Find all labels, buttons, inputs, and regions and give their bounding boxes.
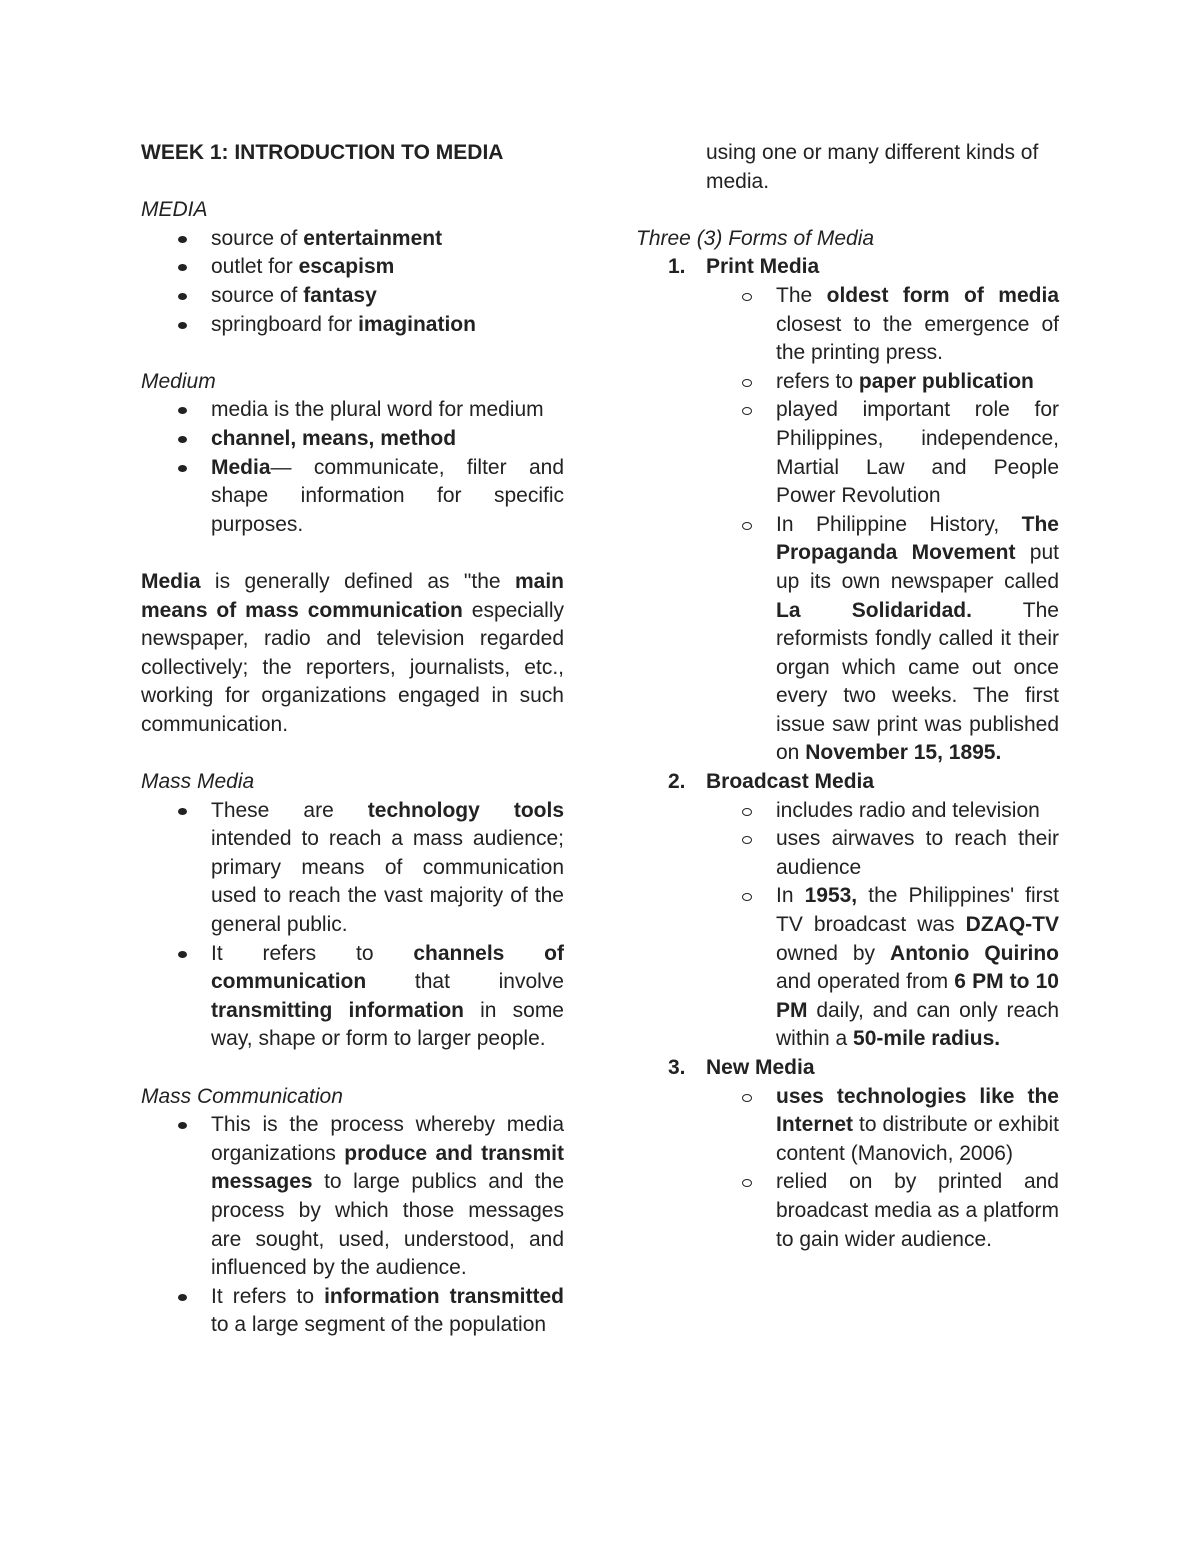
broadcast-media-title: Broadcast Media <box>706 770 875 794</box>
list-item: It refers to information transmitted to a large segment of the population <box>141 1283 564 1340</box>
list-number: 3. <box>668 1056 686 1079</box>
list-item: relied on by printed and broadcast media as a platform to gain wider audience. <box>636 1168 1059 1254</box>
list-item: uses technologies like the Internet to distribute or exhibit content (Manovich, 2006) <box>636 1083 1059 1169</box>
list-item: The oldest form of media closest to the emergence of the printing press. <box>636 282 1059 368</box>
list-number: 1. <box>668 255 686 279</box>
list-item: refers to paper publication <box>636 368 1059 397</box>
page-title: WEEK 1: INTRODUCTION TO MEDIA <box>141 141 504 164</box>
print-media-sublist <box>636 282 1059 768</box>
print-media-title: Print Media <box>706 255 820 279</box>
list-item: uses airwaves to reach their audience <box>636 825 1059 882</box>
media-definition: Media is generally defined as "the main means of mass communication especially newspaper, radio and television regarded collectively; the reporters, journalists, etc., working for organizations engaged in such communication. <box>141 569 564 736</box>
media-heading: MEDIA <box>141 198 208 222</box>
left-column <box>141 139 564 1340</box>
list-item: includes radio and television <box>636 797 1059 826</box>
list-item: channel, means, method <box>141 425 564 454</box>
forms-heading: Three (3) Forms of Media <box>636 226 875 250</box>
list-item: In Philippine History, The Propaganda Movement put up its own newspaper called La Solidaridad. The reformists fondly called it their organ which came out once every two weeks. The first issue saw print was published on November 15, 1895. <box>636 511 1059 768</box>
list-item: media is the plural word for medium <box>141 396 564 425</box>
new-media-sublist <box>636 1083 1059 1255</box>
list-item: In 1953, the Philippines' first TV broadcast was DZAQ-TV owned by Antonio Quirino and operated from 6 PM to 10 PM daily, and can only reach within a 50-mile radius. <box>636 882 1059 1054</box>
mass-media-list <box>141 797 564 1054</box>
print-media-item <box>636 253 1059 768</box>
list-item: outlet for escapism <box>141 253 564 282</box>
list-item: springboard for imagination <box>141 311 564 340</box>
media-list <box>141 225 564 339</box>
list-item: These are technology tools intended to reach a mass audience; primary means of communication used to reach the vast majority of the general public. <box>141 797 564 940</box>
medium-list <box>141 396 564 539</box>
new-media-title: New Media <box>706 1056 815 1079</box>
right-column <box>636 139 1059 1254</box>
continuation-text: using one or many different kinds of media. <box>706 141 1039 193</box>
list-item: source of fantasy <box>141 282 564 311</box>
list-number: 2. <box>668 770 686 794</box>
mass-communication-list <box>141 1111 564 1340</box>
list-item: It refers to channels of communication that involve transmitting information in some way, shape or form to larger people. <box>141 940 564 1054</box>
list-item: source of entertainment <box>141 225 564 254</box>
new-media-item <box>636 1054 1059 1254</box>
medium-heading: Medium <box>141 369 216 393</box>
mass-media-heading: Mass Media <box>141 770 255 794</box>
forms-list <box>636 253 1059 1254</box>
list-item: This is the process whereby media organizations produce and transmit messages to large publics and the process by which those messages are sought, used, understood, and influenced by the audience. <box>141 1111 564 1283</box>
broadcast-media-sublist <box>636 797 1059 1054</box>
list-item: played important role for Philippines, independence, Martial Law and People Power Revolution <box>636 396 1059 510</box>
mass-communication-heading: Mass Communication <box>141 1084 343 1108</box>
broadcast-media-item <box>636 768 1059 1054</box>
list-item: Media— communicate, filter and shape information for specific purposes. <box>141 454 564 540</box>
